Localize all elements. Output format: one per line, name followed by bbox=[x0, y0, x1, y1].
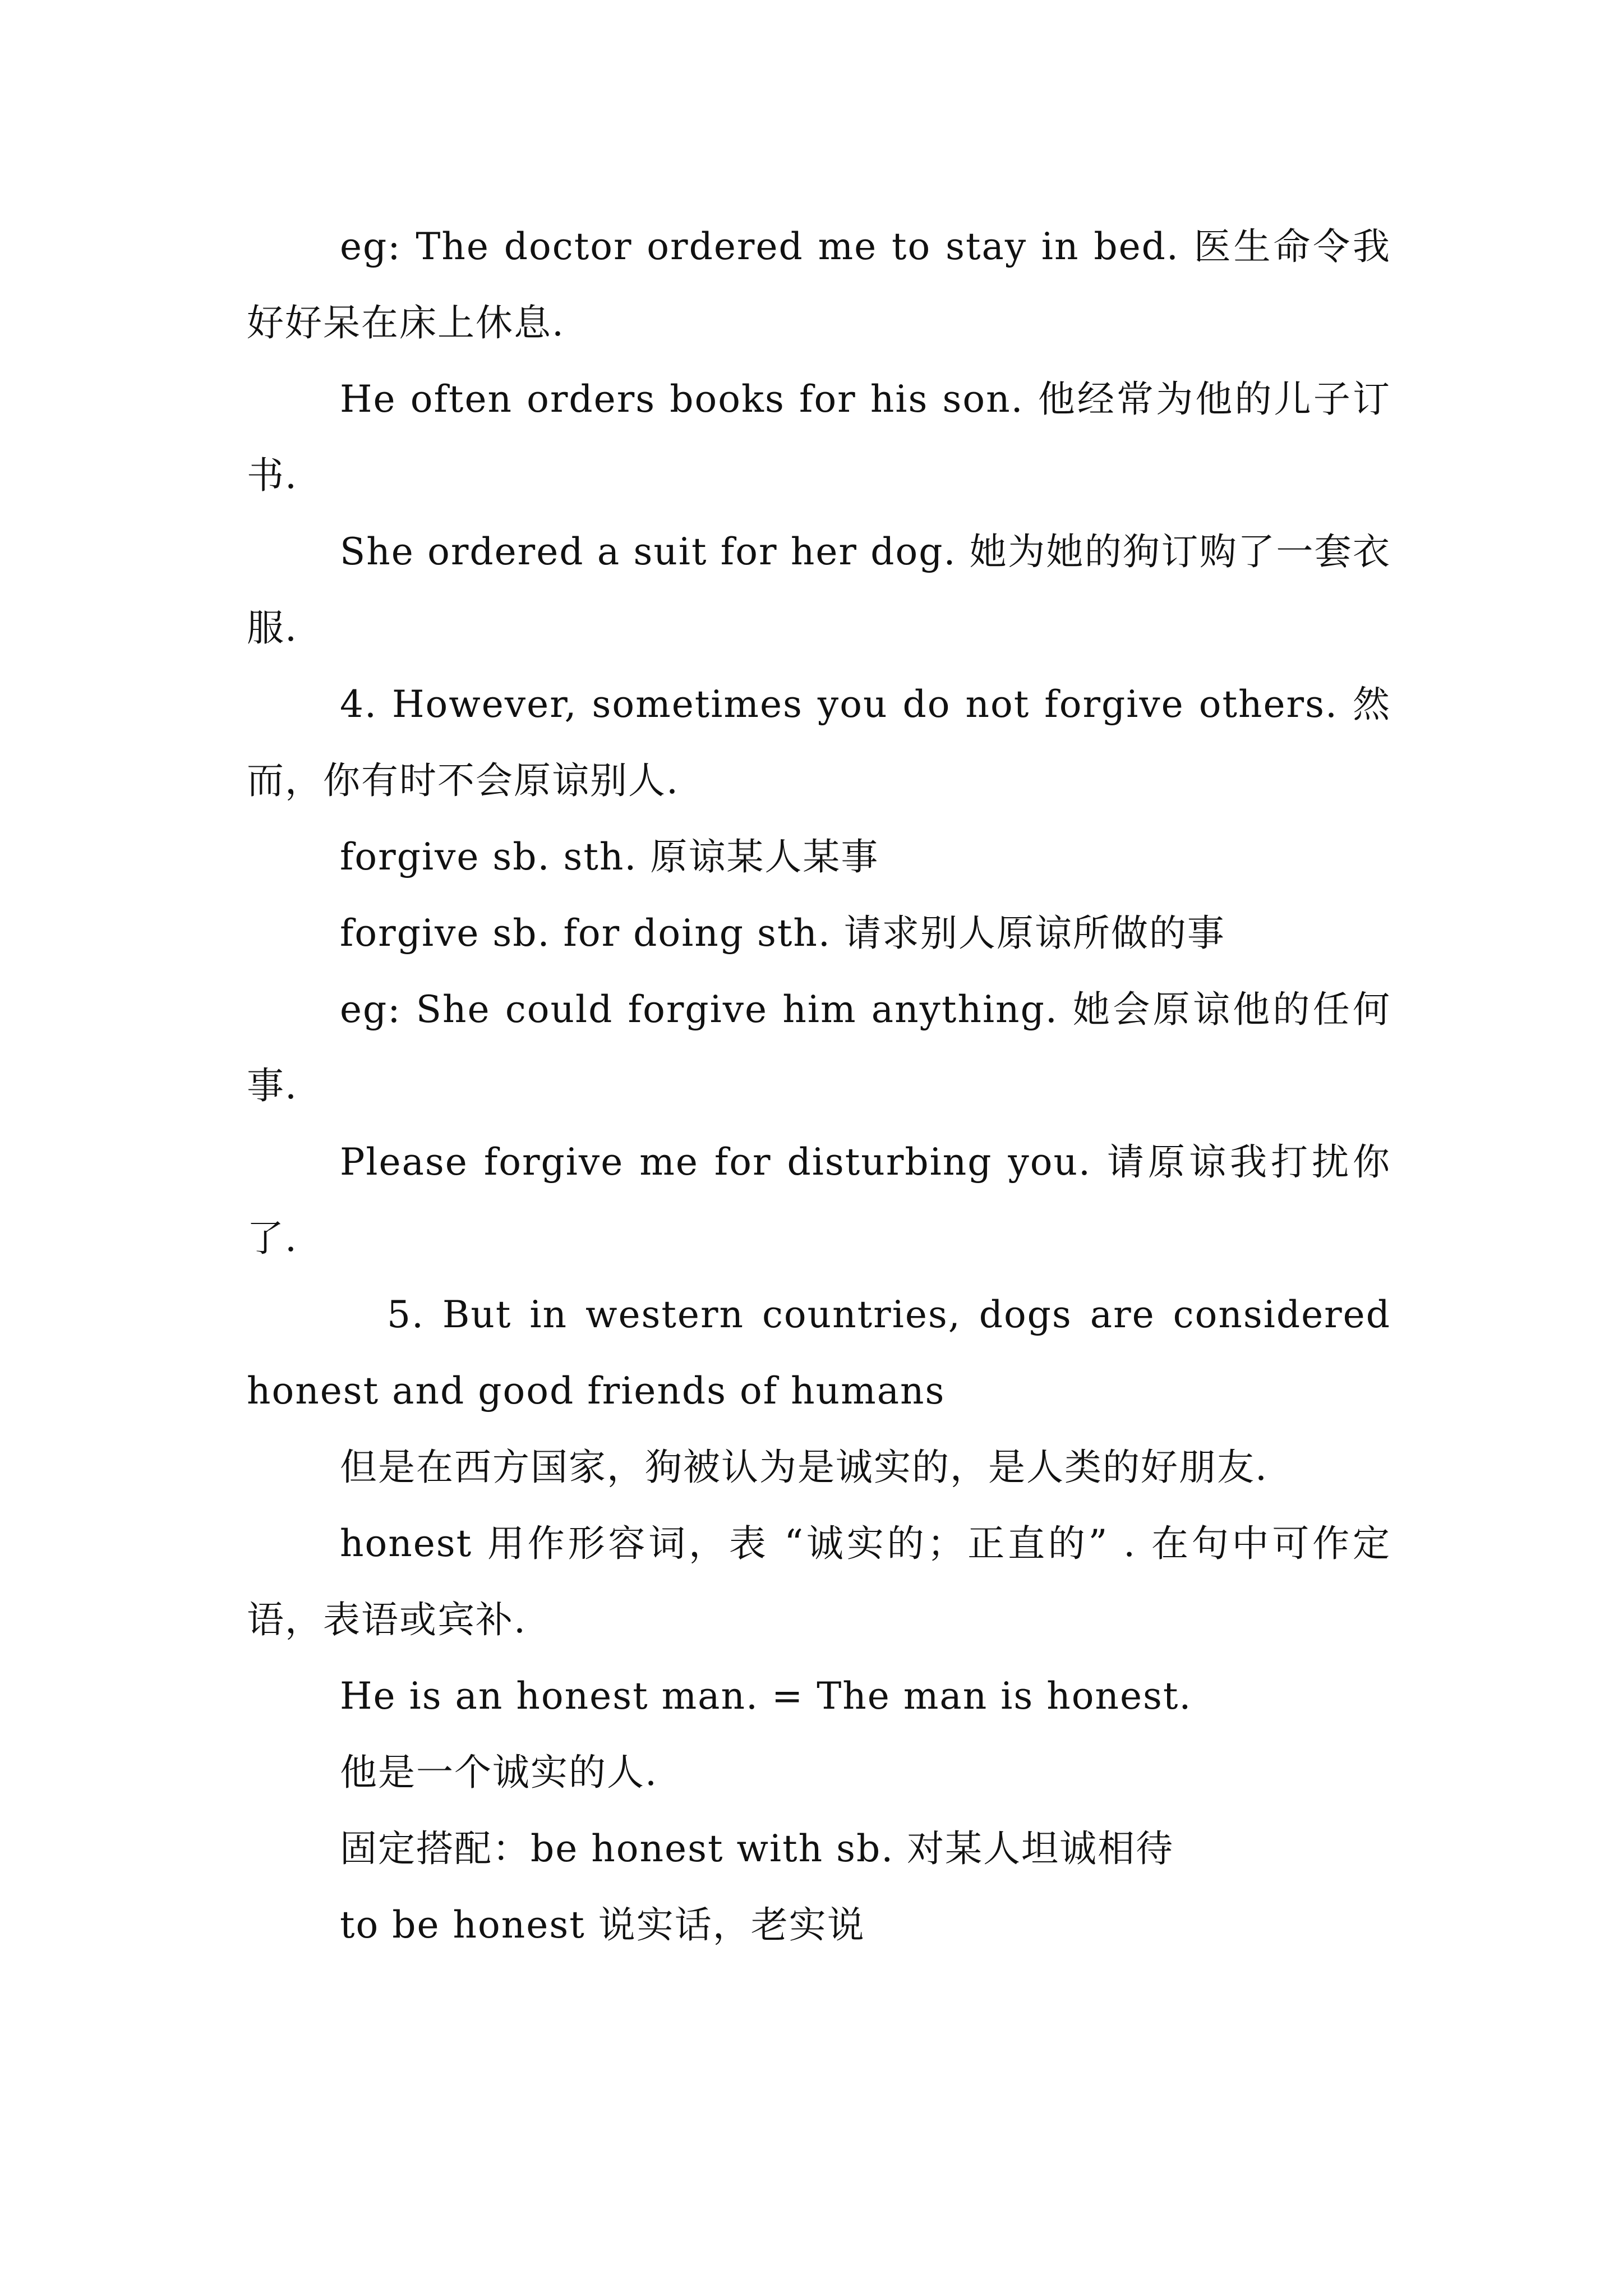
paragraph-point-5-translation: 但是在西方国家，狗被认为是诚实的，是人类的好朋友. bbox=[340, 1446, 1268, 1489]
paragraph-forgive-usage-1: forgive sb. sth. 原谅某人某事 bbox=[340, 835, 879, 878]
paragraph-order-example-1: eg: The doctor ordered me to stay in bed. 医生命令我好好呆在床上休息. bbox=[247, 225, 1391, 344]
paragraph-honest-definition: honest 用作形容词，表 “诚实的；正直的” . 在句中可作定语，表语或宾补. bbox=[247, 1522, 1391, 1641]
paragraph-point-4: 4. However, sometimes you do not forgive others. 然而，你有时不会原谅别人. bbox=[247, 683, 1391, 802]
paragraph-forgive-example-2: Please forgive me for disturbing you. 请原谅我打扰你了. bbox=[247, 1140, 1391, 1260]
paragraph-honest-example: He is an honest man. = The man is honest. bbox=[340, 1674, 1192, 1718]
document-body bbox=[247, 209, 1391, 1963]
paragraph-fixed-collocation: 固定搭配：be honest with sb. 对某人坦诚相待 bbox=[340, 1827, 1174, 1870]
paragraph-point-5: 5. But in western countries, dogs are considered honest and good friends of humans bbox=[247, 1293, 1391, 1412]
paragraph-order-example-2: He often orders books for his son. 他经常为他的儿子订书. bbox=[247, 378, 1391, 497]
paragraph-order-example-3: She ordered a suit for her dog. 她为她的狗订购了一套衣服. bbox=[247, 530, 1391, 650]
paragraph-to-be-honest: to be honest 说实话，老实说 bbox=[340, 1903, 865, 1947]
paragraph-honest-example-translation: 他是一个诚实的人. bbox=[340, 1751, 658, 1794]
paragraph-forgive-example-1: eg: She could forgive him anything. 她会原谅他的任何事. bbox=[247, 988, 1391, 1107]
paragraph-forgive-usage-2: forgive sb. for doing sth. 请求别人原谅所做的事 bbox=[340, 912, 1225, 955]
